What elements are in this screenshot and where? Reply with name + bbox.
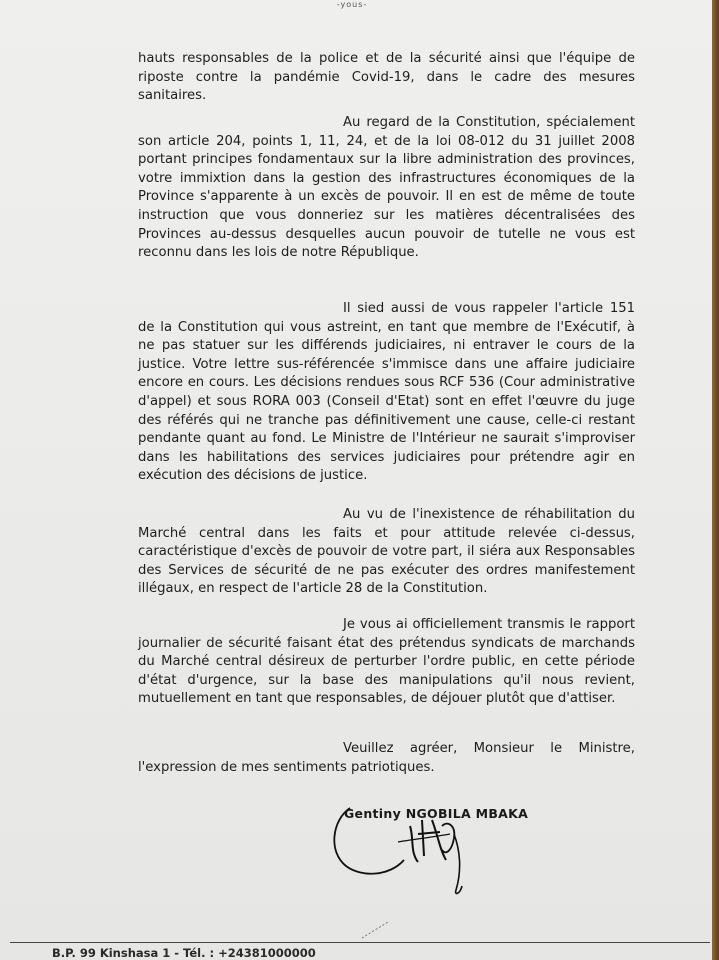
letterhead-fragment: -yous- xyxy=(336,0,368,9)
desk-edge xyxy=(712,0,719,960)
paragraph-1: hauts responsables de la police et de la sécurité ainsi que l'équipe de riposte contre la pandémie Covid-19, dans le cadre des mesures sanitaires. xyxy=(138,51,635,104)
paragraph-4: Au vu de l'inexistence de réhabilitation du Marché central dans les faits et pour attitude relevée ci-dessus, caractéristique d'excès de pouvoir de votre part, il siéra aux Responsables des Services de sécurité de ne pas exécuter des ordres manifestement illégaux, en respect de l'article 28 de la Constitution. xyxy=(138,507,635,597)
footer-address: B.P. 99 Kinshasa 1 - Tél. : +24381000000 xyxy=(52,946,316,960)
signatory-name: Gentiny NGOBILA MBAKA xyxy=(344,806,529,821)
stamp-mark xyxy=(360,918,390,940)
paragraph-3: Il sied aussi de vous rappeler l'article 151 de la Constitution qui vous astreint, en tant que membre de l'Exécutif, à ne pas statuer sur les différends judiciaires, ni entraver le cours de la justice. Votre lettre sus-référencée s'immisce dans une affaire judiciaire encore en cours. Les décisions rendues sous RCF 536 (Cour administrative d'appel) et sous RORA 003 (Conseil d'Etat) sont en effet l'œuvre du juge des référés qui ne tranche pas définitivement une cause, celle-ci restant pendante quant au fond. Le Ministre de l'Intérieur ne saurait s'improviser dans les habilitations des services judiciaires pour prétendre agir en exécution des décisions de justice. xyxy=(138,301,635,484)
paragraph-5: Je vous ai officiellement transmis le rapport journalier de sécurité faisant état des prétendus syndicats de marchands du Marché central désireux de perturber l'ordre public, en cette période d'état d'urgence, sur la base des manipulations qu'il nous revient, mutuellement en tant que responsables, de déjouer plutôt que d'attiser. xyxy=(138,617,635,707)
paragraph-2: Au regard de la Constitution, spécialement son article 204, points 1, 11, 24, et de la loi 08-012 du 31 juillet 2008 portant principes fondamentaux sur la libre administration des provinces, votre immixtion dans la gestion des infrastructures économiques de la Province s'apparente à un excès de pouvoir. Il en est de même de toute instruction que vous donneriez sur les matières décentralisées des Provinces au-dessus desquelles aucun pouvoir de tutelle ne vous est reconnu dans les lois de notre République. xyxy=(138,115,635,261)
footer-divider xyxy=(10,942,710,943)
closing-formula: Veuillez agréer, Monsieur le Ministre, l'expression de mes sentiments patriotiques. xyxy=(138,741,635,775)
